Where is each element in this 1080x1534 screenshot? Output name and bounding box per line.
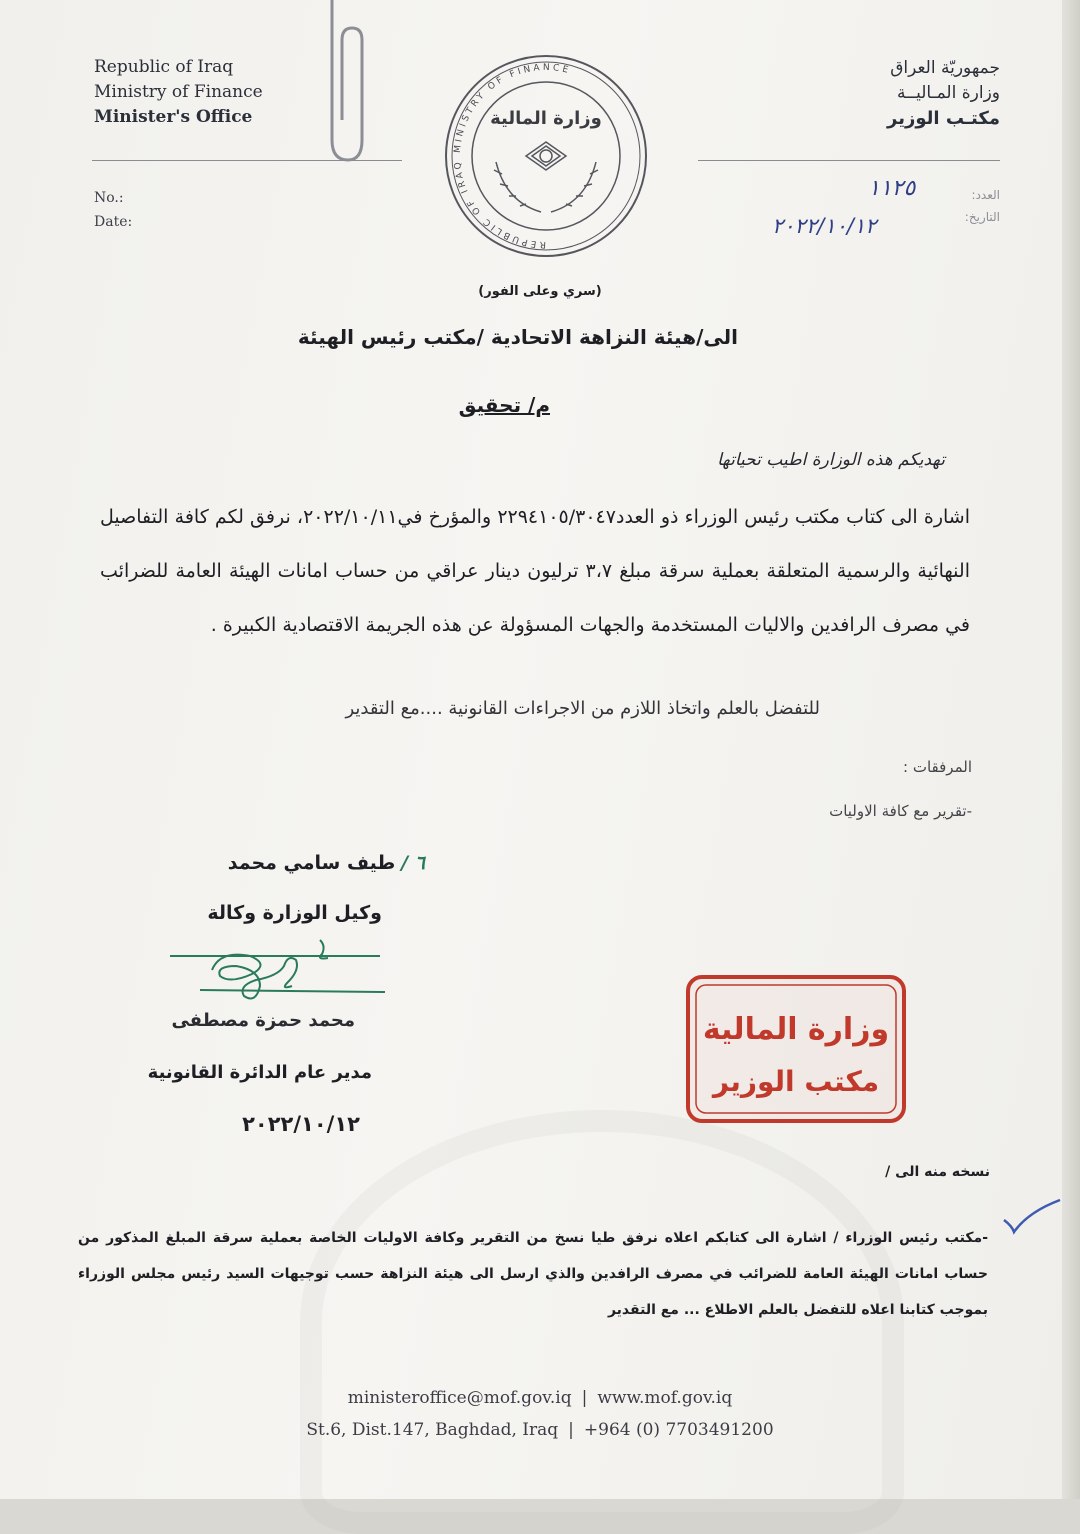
header-en-country: Republic of Iraq [94,57,234,77]
signer2-name: محمد حمزة مصطفى [171,1010,355,1031]
header-english [94,55,263,130]
footer-address: St.6, Dist.147, Baghdad, Iraq [306,1420,559,1440]
closing-line: للتفضل بالعلم واتخاذ اللازم من الاجراءات القانونية ....مع التقدير [345,698,820,719]
seal-inner-text: وزارة المالية [490,108,602,129]
footer-address-line [0,1414,1080,1446]
header-en-ministry: Ministry of Finance [94,82,263,102]
footer [0,1382,1080,1446]
urgency-note: (سري وعلى الفور) [478,284,602,299]
date-label-ar: التاريخ: [964,210,1000,224]
signer2-title: مدير عام الدائرة القانونية [147,1062,372,1083]
footer-contact-line [0,1382,1080,1414]
ministry-seal [436,52,656,262]
header-rule-left [92,160,402,161]
body-paragraph: اشارة الى كتاب مكتب رئيس الوزراء ذو العدد٢٢٩٤١٠٥/٣٠٤٧ والمؤرخ في٢٠٢٢/١٠/١١، نرفق لكم كافة التفاصيل النهائية والرسمية المتعلقة بعملية سرقة مبلغ ٣،٧ ترليون دينار عراقي من حساب امانات الهيئة العامة للضرائب في مصرف الرافدين والاليات المستخدمة والجهات المسؤولة عن هذه الجريمة الاقتصادية الكبيرة . [100,506,971,636]
handwritten-number: ١١٢٥ [868,176,916,201]
number-label-en: No.: [94,190,124,206]
header-en-office: Minister's Office [94,107,253,127]
copy-to-body: -مكتب رئيس الوزراء / اشارة الى كتابكم اعلاه نرفق طيا نسخ من التقرير وكافة الاوليات الخاصة بعملية سرقة المبلغ المذكور من حساب امانات الهيئة العامة للضرائب في مصرف الرافدين والذي ارسل الى هيئة النزاهة حسب توجيهات السيد رئيس مجلس الوزراء بموجب كتابنا اعلاه للتفضل بالعلم الاطلاع ... مع التقدير [78,1230,988,1318]
header-arabic [887,56,1000,131]
attachment-item: -تقرير مع كافة الاوليات [829,802,972,820]
handwritten-mark: ٦ / [401,852,425,874]
checkmark-icon [998,1196,1068,1236]
paperclip-icon [318,0,368,168]
header-ar-country: جمهوريّة العراق [890,58,1000,78]
header-rule-right [698,160,1000,161]
stamp-line1: وزارة المالية [702,1012,890,1047]
ministry-stamp [684,973,908,1125]
header-ar-ministry: وزارة المـاليــة [897,83,1000,103]
footer-website: www.mof.gov.iq [597,1388,733,1408]
signer1-title: وكيل الوزارة وكالة [207,902,382,924]
recipient-line: الى/هيئة النزاهة الاتحادية /مكتب رئيس الهيئة [297,325,738,349]
page-edge [1062,0,1080,1499]
number-label-ar: العدد: [971,188,1000,202]
signature-date: ٢٠٢٢/١٠/١٢ [242,1112,360,1136]
attachments-title: المرفقات : [903,758,972,776]
seal-ring-text: REPUBLIC OF IRAQ MINISTRY OF FINANCE [452,62,572,250]
footer-separator-2: | [568,1420,574,1440]
copy-to-title: نسخه منه الى / [885,1164,990,1180]
header-ar-office: مكتـب الوزير [887,108,1000,129]
meta-arabic [965,184,1000,228]
footer-email: ministeroffice@mof.gov.iq [347,1388,572,1408]
signer1-name: طيف سامي محمد [227,852,396,874]
meta-english [94,186,132,234]
subject-line: م/ تحقيق [458,393,550,417]
signer1-name-line [160,852,425,874]
greeting-line: تهديكم هذه الوزارة اطيب تحياتها [717,450,945,470]
footer-separator: | [581,1388,588,1408]
footer-phone: +964 (0) 7703491200 [583,1420,774,1440]
handwritten-date: ٢٠٢٢/١٠/١٢ [772,214,877,238]
date-label-en: Date: [94,214,133,230]
stamp-line2: مكتب الوزير [712,1065,880,1098]
